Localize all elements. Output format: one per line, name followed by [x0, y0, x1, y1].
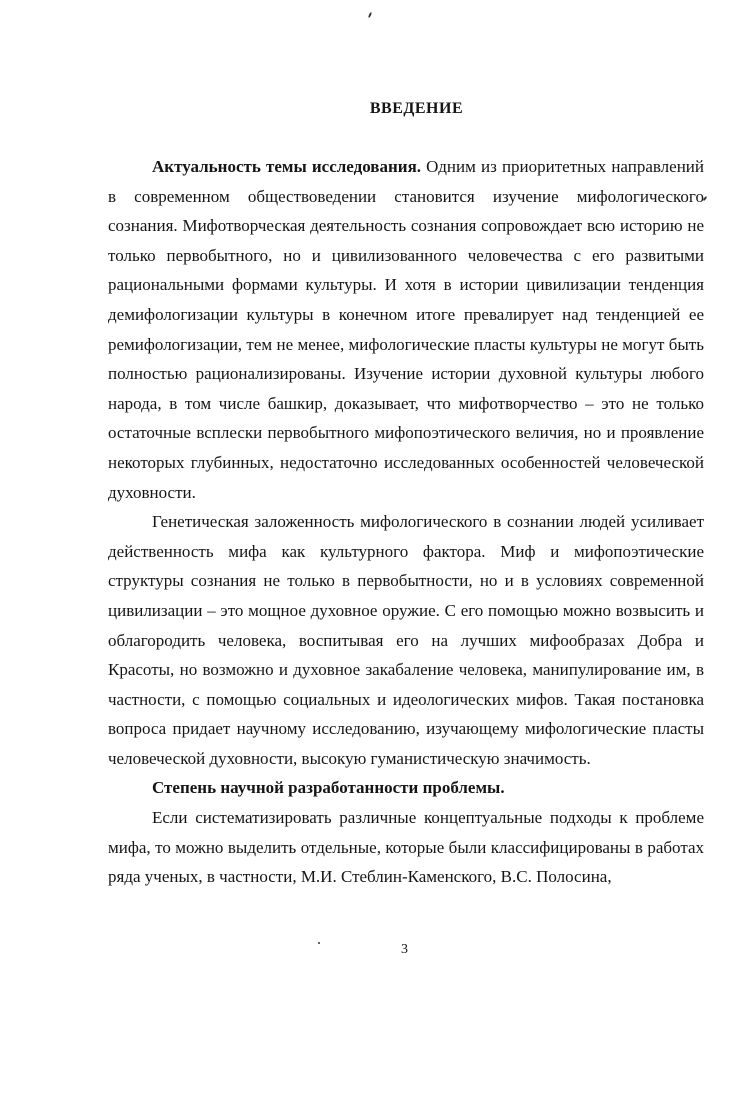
scan-speck: [368, 12, 372, 18]
paragraph-body: Одним из приоритетных направлений в современном обществоведении становится изучение мифологического сознания. Мифотворческая деятельность сознания сопровождает всю историю не только первобытного, но и цивилизованного человечества с его развитыми рациональными формами культуры. И хотя в истории цивилизации тенденция демифологизации культуры в конечном итоге превалирует над тенденцией ее ремифологизации, тем не менее, мифологические пласты культуры не могут быть полностью рационализированы. Изучение истории духовной культуры любого народа, в том числе башкир, доказывает, что мифотворчество – это не только остаточные всплески первобытного мифопоэтического величия, но и проявление некоторых глубинных, недостаточно исследованных особенностей человеческой духовности.: [108, 157, 705, 502]
paragraph-relevance: [108, 152, 704, 507]
paragraph-lead: Актуальность темы исследования.: [152, 157, 422, 176]
page-number: 3: [401, 942, 408, 957]
subsection-heading: Степень научной разработанности проблемы.: [152, 778, 505, 798]
body-text: [108, 152, 704, 892]
paragraph-approaches: Если систематизировать различные концептуальные подходы к проблеме мифа, то можно выделить отдельные, которые были классифицированы в работах ряда ученых, в частности, М.И. Стеблин-Каменского, В.С. Полосина,: [108, 808, 704, 887]
paragraph-genetic: Генетическая заложенность мифологического в сознании людей усиливает действенность мифа как культурного фактора. Миф и мифопоэтические структуры сознания не только в первобытности, но и в условиях современной цивилизации – это мощное духовное оружие. С его помощью можно возвысить и облагородить человека, воспитывая его на лучших мифообразах Добра и Красоты, но возможно и духовное закабаление человека, манипулирование им, в частности, с помощью социальных и идеологических мифов. Такая постановка вопроса придает научному исследованию, изучающему мифологические пласты человеческой духовности, высокую гуманистическую значимость.: [108, 512, 704, 768]
section-heading: ВВЕДЕНИЕ: [369, 100, 464, 117]
